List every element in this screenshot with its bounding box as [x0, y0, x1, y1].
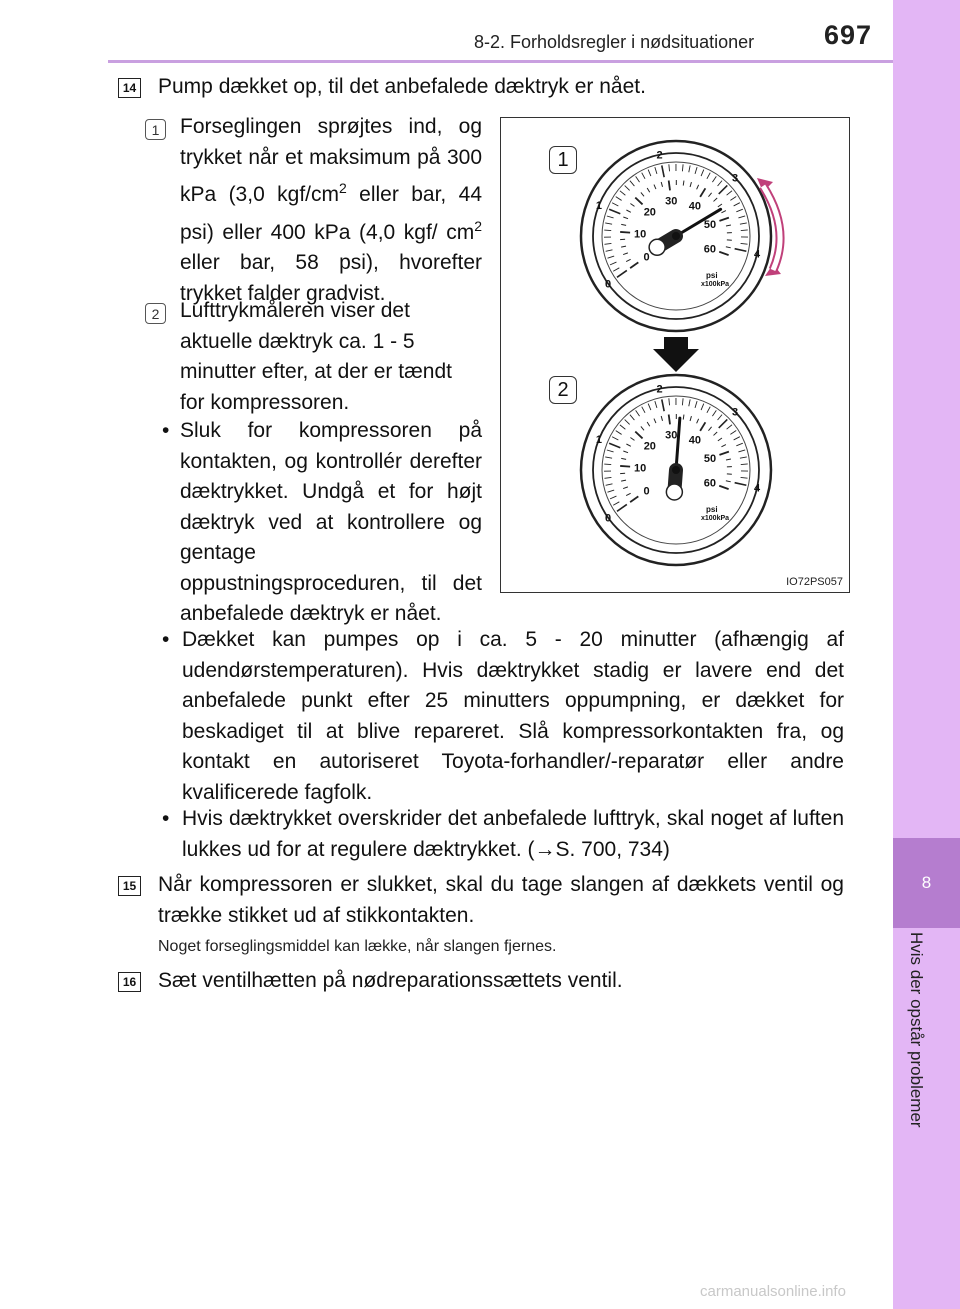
psi-label-2: 50: [703, 453, 717, 466]
step-14-bullet-a: Dækket kan pumpes op i ca. 5 - 20 minutter (afhængig af udendørstemperaturen). Hvis dæktrykket stadig er lavere end det anbefalede punkt efter 25 minutters oppumpning, er dækket for beskadiget til at blive repareret. Slå kompressorkontakten fra, og kontakt en autoriseret Toyota-forhandler/-reparatør eller andre kvalificerede fagfolk.: [182, 628, 844, 804]
psi-tick-2: [620, 466, 630, 467]
psi-label-1: 30: [665, 195, 678, 208]
psi-label-2: 60: [703, 477, 716, 490]
kpa-label-1: 0: [604, 278, 612, 291]
psi-label-1: 40: [688, 200, 702, 213]
step-14-bullet-b: Hvis dæktrykket overskrider det anbefalede lufttryk, skal noget af luften lukkes ud for at regulere dæktrykket. (→S. 700, 734): [182, 807, 844, 861]
step-15-note: Noget forseglingsmiddel kan lække, når slangen fjernes.: [158, 938, 557, 955]
sub-badge-2: 2: [145, 303, 166, 324]
kpa-label-2: 0: [604, 512, 612, 525]
step-badge-15: 15: [118, 876, 141, 896]
chapter-number-tab: 8: [893, 838, 960, 928]
bullet-marker: •: [162, 419, 170, 442]
psi-label-1: 50: [703, 219, 717, 232]
gauge-illustration: [501, 118, 848, 591]
figure-code: IO72PS057: [786, 576, 843, 588]
sub-step-1-text: Forseglingen sprøjtes ind, og trykket når et maksimum på 300 kPa (3,0 kgf/$cm^2$ eller bar, 44 psi) eller 400 kPa (4,0 kgf/ $cm^2$ eller bar, 58 psi), hvorefter trykket falder gradvist.: [180, 115, 482, 305]
unit-kpa-2: x100kPa: [701, 515, 730, 522]
unit-psi-1: psi: [706, 271, 718, 280]
sub-badge-1: 1: [145, 119, 166, 140]
step-badge-14: 14: [118, 78, 141, 98]
kpa-label-1: 1: [595, 200, 603, 213]
step-16-text: Sæt ventilhætten på nødreparationssættets ventil.: [158, 969, 623, 992]
bullet-marker: •: [162, 807, 170, 830]
psi-label-2: 20: [643, 440, 656, 453]
pressure-gauge-figure: [500, 117, 850, 593]
psi-label-2: 0: [643, 485, 650, 498]
kpa-label-1: 2: [656, 149, 663, 162]
kpa-tick-1: [741, 230, 748, 231]
figure-callout-1: 1: [549, 146, 577, 174]
kpa-tick-2: [741, 464, 748, 465]
psi-tick-1: [620, 232, 630, 233]
sub-step-2-bullet: Sluk for kompressoren på kontakten, og kontrollér derefter dæktrykket. Undgå et for højt dæktryk ved at kontrollere og gentage oppustningsproceduren, til det anbefalede dæktryk er nået.: [180, 419, 482, 625]
unit-kpa-1: x100kPa: [701, 281, 730, 288]
psi-label-2: 30: [665, 429, 678, 442]
kpa-label-2: 2: [656, 383, 663, 396]
kpa-label-2: 4: [754, 482, 761, 495]
needle-pivot-2: [672, 466, 680, 474]
psi-label-2: 40: [688, 434, 702, 447]
watermark: carmanualsonline.info: [700, 1283, 846, 1300]
kpa-label-2: 3: [732, 406, 739, 419]
kpa-tick-1: [604, 230, 611, 231]
psi-tick-2: [683, 415, 684, 420]
kpa-tick-2: [604, 464, 611, 465]
running-header: 8-2. Forholdsregler i nødsituationer: [474, 32, 755, 52]
psi-label-1: 20: [643, 206, 656, 219]
down-arrow-head: [653, 349, 699, 372]
psi-label-1: 60: [703, 243, 716, 256]
psi-label-1: 10: [633, 228, 647, 241]
needle-tail-hole-2: [666, 484, 682, 500]
sub-step-2-text: Lufttrykmåleren viser det aktuelle dæktryk ca. 1 - 5 minutter efter, at der er tændt for kompressoren.: [180, 299, 452, 414]
kpa-label-1: 3: [732, 172, 739, 185]
needle-pivot-1: [672, 232, 680, 240]
figure-callout-2: 2: [549, 376, 577, 404]
kpa-label-1: 4: [754, 248, 761, 261]
unit-psi-2: psi: [706, 505, 718, 514]
needle-tail-hole-1: [649, 239, 665, 255]
header-rule: [108, 60, 893, 63]
kpa-label-2: 1: [595, 434, 603, 447]
page-number: 697: [824, 20, 873, 50]
psi-label-1: 0: [643, 251, 650, 264]
side-tab-background: [893, 0, 960, 838]
psi-tick-1: [683, 181, 684, 186]
step-14-text: Pump dækket op, til det anbefalede dæktryk er nået.: [158, 75, 646, 98]
step-15-text: Når kompressoren er slukket, skal du tage slangen af dækkets ventil og trække stikket ud af stikkontakten.: [158, 873, 844, 927]
down-arrow-stem: [664, 337, 688, 349]
psi-label-2: 10: [633, 462, 647, 475]
chapter-title: Hvis der opstår problemer: [907, 932, 926, 1128]
side-tab-background-lower: [893, 928, 960, 1309]
step-badge-16: 16: [118, 972, 141, 992]
bullet-marker: •: [162, 628, 170, 651]
